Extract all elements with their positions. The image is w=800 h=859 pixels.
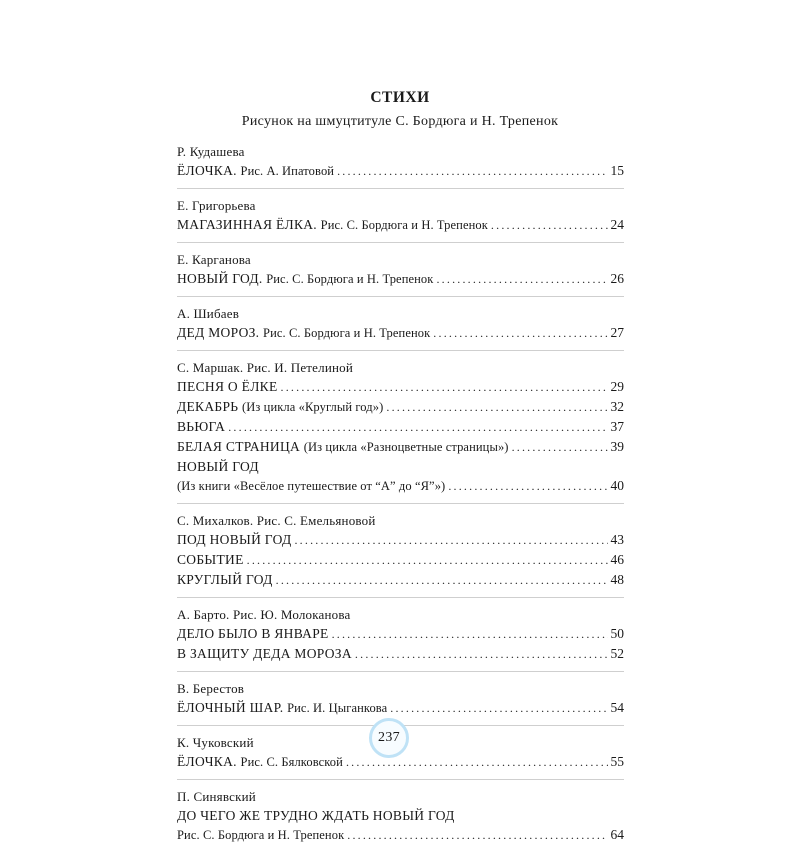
section-title: СТИХИ (370, 89, 430, 106)
page-number: 237 (378, 730, 400, 745)
toc-leader-dots (491, 216, 608, 235)
toc-leader-dots (355, 645, 608, 664)
toc-entry-text (177, 269, 433, 289)
toc-page-number: 50 (610, 626, 624, 641)
toc-entry-title: В ЗАЩИТУ ДЕДА МОРОЗА (177, 646, 352, 661)
toc-entry-text (177, 752, 343, 772)
toc-entry-text (177, 698, 387, 718)
toc-entry[interactable] (177, 437, 624, 457)
toc-entry-illustrator: Рис. С. Бордюга и Н. Трепенок (263, 326, 431, 340)
toc-author: С. Маршак. Рис. И. Петелиной (177, 360, 354, 375)
toc-author-block (177, 358, 624, 504)
toc-entry[interactable] (177, 417, 624, 437)
toc-leader-dots (433, 324, 607, 343)
toc-entry-text (177, 161, 334, 181)
toc-leader-dots (294, 531, 607, 550)
toc-author: К. Чуковский (177, 735, 254, 750)
toc-entry-title: ДЕЛО БЫЛО В ЯНВАРЕ (177, 626, 329, 641)
toc-author: Е. Григорьева (177, 198, 256, 213)
toc-leader-dots (390, 699, 607, 718)
toc-entry-text (177, 437, 509, 457)
toc-author: Р. Кудашева (177, 144, 245, 159)
toc-entry-text (177, 530, 291, 549)
toc-entry-text (177, 215, 488, 235)
toc-page-number: 39 (610, 439, 624, 454)
toc-author-block (177, 679, 624, 726)
toc-entry-title: НОВЫЙ ГОД. (177, 271, 263, 286)
toc-page-number: 27 (610, 325, 624, 340)
toc-entry-illustrator: (Из цикла «Разноцветные страницы») (303, 440, 509, 454)
toc-author-block (177, 250, 624, 297)
toc-leader-dots (347, 826, 607, 845)
toc-entry-text (177, 457, 259, 476)
toc-entry-text (177, 377, 278, 396)
toc-leader-dots (448, 477, 607, 496)
toc-entry-text (177, 570, 273, 589)
toc-page-number: 15 (610, 163, 624, 178)
toc-entry-illustrator: Рис. С. Бордюга и Н. Трепенок (177, 828, 345, 842)
toc-leader-dots (332, 625, 608, 644)
toc-entry-illustrator: Рис. С. Бордюга и Н. Трепенок (266, 272, 434, 286)
toc-page-number: 24 (610, 217, 624, 232)
toc-page-number: 54 (610, 700, 624, 715)
toc-page-number: 29 (610, 379, 624, 394)
toc-entry-text (177, 624, 329, 643)
toc-entry-title: ЁЛОЧКА. (177, 163, 237, 178)
toc-entry[interactable] (177, 215, 624, 235)
toc-entry-title: ДО ЧЕГО ЖЕ ТРУДНО ЖДАТЬ НОВЫЙ ГОД (177, 808, 455, 823)
toc-entry-illustrator: Рис. И. Цыганкова (287, 701, 388, 715)
toc-author: П. Синявский (177, 789, 256, 804)
toc-author: Е. Карганова (177, 252, 251, 267)
toc-entry[interactable] (177, 457, 624, 476)
toc-entry-text (177, 644, 352, 663)
toc-entry-title: ЁЛОЧНЫЙ ШАР. (177, 700, 284, 715)
toc-leader-dots (337, 162, 607, 181)
toc-entry-title: ЁЛОЧКА. (177, 754, 237, 769)
toc-entry[interactable] (177, 377, 624, 397)
toc-author-block (177, 511, 624, 598)
toc-entry-illustrator: Рис. С. Бялковской (240, 755, 343, 769)
toc-leader-dots (228, 418, 607, 437)
toc-page-number: 40 (610, 478, 624, 493)
toc-entry[interactable] (177, 161, 624, 181)
toc-entry[interactable] (177, 644, 624, 664)
toc-leader-dots (247, 551, 608, 570)
toc-leader-dots (512, 438, 608, 457)
toc-author: А. Барто. Рис. Ю. Молоканова (177, 607, 351, 622)
toc-entry-text (177, 417, 225, 436)
toc-entry[interactable] (177, 269, 624, 289)
toc-entry[interactable] (177, 570, 624, 590)
toc-author-block (177, 196, 624, 243)
toc-entry[interactable] (177, 476, 624, 496)
toc-author: А. Шибаев (177, 306, 240, 321)
toc-author: С. Михалков. Рис. С. Емельяновой (177, 513, 376, 528)
toc-page-number: 32 (610, 399, 624, 414)
toc-entry-text (177, 477, 445, 496)
toc-entry-title: ДЕКАБРЬ (177, 399, 239, 414)
toc-page-number: 55 (610, 754, 624, 769)
toc-leader-dots (281, 378, 608, 397)
toc-entry-text (177, 323, 430, 343)
toc-entry-title: ДЕД МОРОЗ. (177, 325, 260, 340)
toc-entry-text (177, 826, 344, 845)
toc-author-block (177, 605, 624, 672)
toc-entry-title: КРУГЛЫЙ ГОД (177, 572, 273, 587)
toc-entry[interactable] (177, 397, 624, 417)
toc-author-block (177, 787, 624, 852)
toc-entry-title: МАГАЗИННАЯ ЁЛКА. (177, 217, 317, 232)
toc-page-number: 52 (610, 646, 624, 661)
toc-entry-title: ВЬЮГА (177, 419, 226, 434)
page-number-badge (369, 718, 409, 758)
toc-entry[interactable] (177, 323, 624, 343)
toc-entry-illustrator: Рис. А. Ипатовой (240, 164, 335, 178)
toc-entry[interactable] (177, 624, 624, 644)
toc-page-number: 37 (610, 419, 624, 434)
toc-page-number: 43 (610, 532, 624, 547)
toc-leader-dots (386, 398, 607, 417)
toc-page-number: 46 (610, 552, 624, 567)
toc-leader-dots (436, 270, 607, 289)
toc-author-block (177, 142, 624, 189)
toc-entry-text (177, 806, 455, 825)
toc-entry[interactable] (177, 806, 624, 825)
toc-entry-illustrator: Рис. С. Бордюга и Н. Трепенок (320, 218, 488, 232)
toc-entry-illustrator: (Из книги «Весёлое путешествие от “А” до “Я”») (177, 479, 446, 493)
toc-entry-title: СОБЫТИЕ (177, 552, 244, 567)
toc-entry[interactable] (177, 530, 624, 550)
section-subtitle: Рисунок на шмуцтитуле С. Бордюга и Н. Трепенок (241, 114, 559, 129)
toc-author-block (177, 304, 624, 351)
toc-entry[interactable] (177, 825, 624, 845)
toc-leader-dots (276, 571, 608, 590)
toc-entry-text (177, 550, 244, 569)
toc-entry[interactable] (177, 752, 624, 772)
toc-entry-title: БЕЛАЯ СТРАНИЦА (177, 439, 301, 454)
toc-page-number: 26 (610, 271, 624, 286)
toc-entry-text (177, 397, 383, 417)
toc-entry[interactable] (177, 550, 624, 570)
toc-entry[interactable] (177, 698, 624, 718)
toc-entry-title: ПЕСНЯ О ЁЛКЕ (177, 379, 278, 394)
toc-entry-illustrator: (Из цикла «Круглый год») (242, 400, 384, 414)
toc-page-number: 64 (610, 827, 624, 842)
toc-entry-title: ПОД НОВЫЙ ГОД (177, 532, 292, 547)
toc-author: В. Берестов (177, 681, 245, 696)
toc-page-number: 48 (610, 572, 624, 587)
toc-entry-title: НОВЫЙ ГОД (177, 459, 259, 474)
